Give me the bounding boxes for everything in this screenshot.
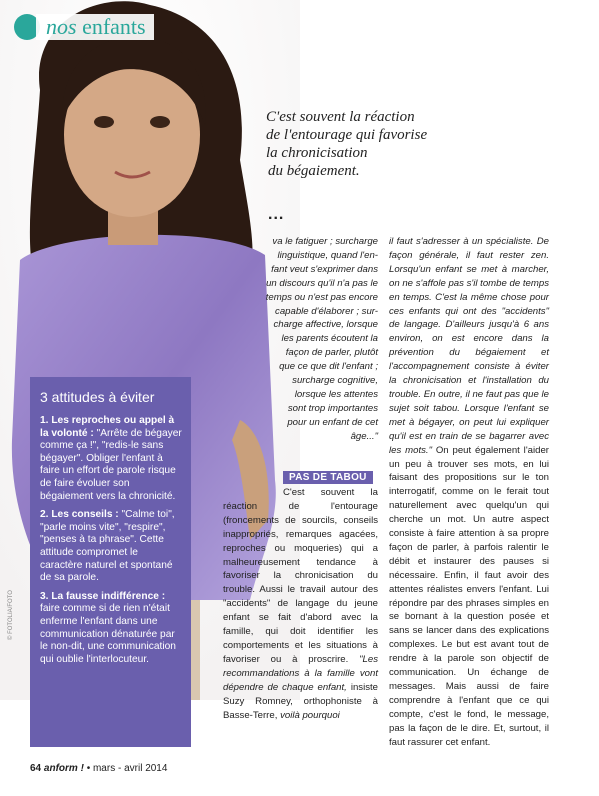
section-label [36, 14, 154, 40]
section-label-main: enfants [82, 14, 146, 39]
attitudes-sidebar [30, 377, 191, 747]
attribution-text: insiste Suzy Romney, orthophoniste à Basse-Terre, [223, 681, 379, 721]
text-line: linguistique, quand l'en- [277, 249, 378, 261]
text-line: façon de parler, plutôt [285, 347, 378, 359]
column-1-bottom [223, 486, 378, 722]
text-line: capable d'élaborer ; sur- [275, 305, 378, 317]
sidebar-item-body: "Arrête de bégayer comme ça !", "redis-le sans bégayer". Obliger l'enfant à faire un effort de parole risque de faire évoluer son bégaiement vers la chronicité. [40, 427, 182, 502]
continuation-ellipsis: ... [268, 206, 285, 223]
quote-body: il faut s'adresser à un spécialiste. De façon générale, il faut rester zen. Lorsqu'un enfant se met à marcher, on ne s'affole pas s'il tombe de temps en temps. C'est la même chose pour ces enfants qui ont des "accidents" de langage. D'ailleurs jusqu'à 6 ans environ, on est encore dans la prévention du bégaiement et l'accompagnement consiste à éviter la chronicisation et l'installation du trouble. En outre, il ne faut pas que le sujet soit tabou. Lorsque l'enfant se met à bégayer, on peut lui expliquer qu'il est en train de se bagarrer avec les mots." [389, 236, 549, 456]
photo-credit: © FOTOLIA/FOTO [8, 590, 14, 640]
text-line: que ce que dit l'enfant ; [279, 361, 378, 373]
text-line: sont trop importantes [287, 402, 378, 414]
text-line: fant veut s'exprimer dans [271, 263, 378, 275]
text-line: un discours qu'il n'a pas le [266, 277, 378, 289]
text-line: lorsque les attentes [294, 388, 378, 400]
sidebar-item [40, 509, 183, 585]
text-line: les parents écoutent la [281, 333, 378, 345]
section-label-italic: nos [46, 14, 77, 39]
sidebar-title: 3 attitudes à éviter [40, 389, 155, 405]
column-1-top [228, 235, 378, 444]
pull-quote-line: la chronicisation [266, 145, 368, 161]
quote-continuation: voilà pourquoi [280, 709, 340, 721]
text-line: va le fatiguer ; surcharge [272, 236, 378, 247]
text-line: âge..." [350, 430, 378, 442]
text-line: pour un enfant de cet [287, 416, 378, 428]
sidebar-item-lead: 1. Les reproches ou appel à la volonté : [40, 415, 175, 439]
magazine-name: anform ! [43, 763, 84, 774]
sidebar-item-lead: 3. La fausse indifférence : [40, 590, 166, 602]
section-header [14, 12, 154, 42]
pull-quote-line: de l'entourage qui favorise [266, 127, 428, 143]
sidebar-item-body: faire comme si de rien n'était enferme l'enfant dans une communication dénaturée par le non-dit, une communication qui oublie l'interlocuteur. [40, 603, 176, 665]
issue-date: • mars - avril 2014 [86, 763, 168, 774]
text-line: charge affective, lorsque [273, 319, 378, 331]
sidebar-item-lead: 2. Les conseils : [40, 509, 119, 521]
page-footer [30, 763, 167, 774]
body-text: On peut également l'aider un peu à trouver ses mots, en lui faisant des propositions sur le ton interrogatif, comme on le ferait tout naturellement avec quelqu'un qui cherche un mot. Un autre aspect consiste à faire attention à sa propre façon de parler, à parfois ralentir le débit et instaurer des pauses si nécessaire. Enfin, il faut avoir des attentes réalistes envers l'enfant. Lui répondre par des phrases simples en se bornant à la question posée et sans se lancer dans des explications complexes. Le but est avant tout de rendre à la parole son objectif de communication. Un échange de messages. Mais aussi de faire comprendre à l'enfant que ce qui compte, c'est le fond, le message, pas la façon de le dire. Et, surtout, il faut rassurer cet enfant. [389, 444, 549, 748]
pull-quote-line: du bégaiement. [268, 163, 360, 179]
quote-text: "Les recommandations à la famille vont dépendre de chaque enfant, [223, 653, 378, 693]
pull-quote [266, 108, 526, 180]
text-line: temps ou n'est pas encore [265, 291, 378, 303]
column-2 [389, 235, 549, 750]
body-text: C'est souvent la réaction de l'entourage (froncements de sourcils, conseils inappropriés, remarques agacées, reproches ou moqueries) qui a malheureusement tendance à favoriser la chronicisation du trouble. Aussi le travail autour des "accidents" de langage du jeune enfant se fait d'abord avec la famille, qui doit identifier les comportements et les situations à favoriser ou à proscrire. [223, 487, 378, 665]
sidebar-item [40, 591, 183, 667]
sidebar-item [40, 415, 183, 503]
pull-quote-line: C'est souvent la réaction [266, 109, 415, 125]
text-line: surcharge cognitive, [292, 375, 378, 387]
sidebar-item-body: "Calme toi", "parle moins vite", "respire", "penses à ta phrase". Cette attitude compromet le caractère naturel et spontané de sa parole. [40, 509, 175, 584]
page-number: 64 [30, 763, 42, 774]
subheading-pas-de-tabou: PAS DE TABOU [283, 471, 373, 484]
